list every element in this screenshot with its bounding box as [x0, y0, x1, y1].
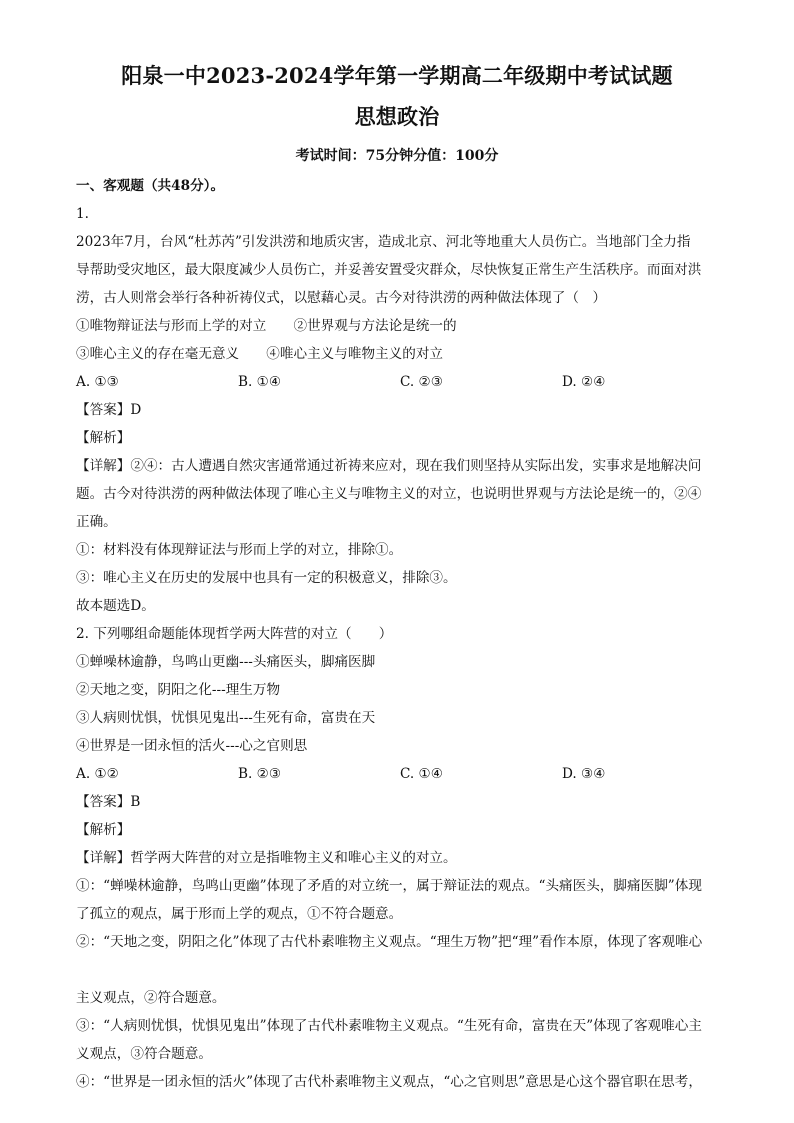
- q2-detail-line: ①：“蝉噪林逾静，鸟鸣山更幽”体现了矛盾的对立统一，属于辩证法的观点。“头痛医头，脚痛医脚”体现: [76, 878, 702, 894]
- q1-detail-line: 【详解】②④：古人遭遇自然灾害通常通过祈祷来应对，现在我们则坚持从实际出发，实事求是地解决问: [76, 458, 702, 474]
- q2-detail-line: ②：“天地之变，阴阳之化”体现了古代朴素唯物主义观点。“理生万物”把“理”看作本原，体现了客观唯心: [76, 934, 703, 950]
- q2-option-c: C. ①④: [400, 766, 443, 782]
- q2-analysis-label: 【解析】: [76, 822, 131, 838]
- q2-option-b: B. ②③: [238, 766, 282, 782]
- content-body: [76, 172, 726, 1096]
- subject-title: 思想政治: [354, 104, 440, 129]
- q1-options: [76, 368, 726, 396]
- q2-detail-line: 义观点，③符合题意。: [76, 1046, 212, 1062]
- q1-stem-line: 涝，古人则常会举行各种祈祷仪式，以慰藉心灵。古今对待洪涝的两种做法体现了（ ）: [76, 290, 607, 306]
- q2-statement: ④世界是一团永恒的活火---心之官则思: [76, 738, 308, 754]
- q2-detail-line: 了孤立的观点，属于形而上学的观点，①不符合题意。: [76, 906, 403, 922]
- q1-stem-line: 导帮助受灾地区，最大限度减少人员伤亡，并妥善安置受灾群众，尽快恢复正常生产生活秩序。而面对洪: [76, 262, 702, 278]
- q2-detail-line: 【详解】哲学两大阵营的对立是指唯物主义和唯心主义的对立。: [76, 850, 457, 866]
- q1-analysis-label: 【解析】: [76, 430, 131, 446]
- q1-stem-line: 2023年7月，台风“杜苏芮”引发洪涝和地质灾害，造成北京、河北等地重大人员伤亡。当地部门全力指: [76, 234, 691, 250]
- q1-statement: ①唯物辩证法与形而上学的对立 ②世界观与方法论是统一的: [76, 318, 457, 334]
- q2-statement: ②天地之变，阴阳之化---理生万物: [76, 682, 281, 698]
- q1-detail-line: 故本题选D。: [76, 598, 155, 614]
- section-heading: 一、客观题（共48分）。: [76, 178, 225, 194]
- exam-title: 阳泉一中2023-2024学年第一学期高二年级期中考试试题: [121, 63, 673, 88]
- q1-number: 1.: [76, 206, 89, 222]
- q1-option-a: A. ①③: [76, 374, 119, 390]
- q2-detail-line: 主义观点，②符合题意。: [76, 990, 226, 1006]
- q2-stem: 2. 下列哪组命题能体现哲学两大阵营的对立（ ）: [76, 626, 393, 642]
- q2-detail-line: ③：“人病则忧惧，忧惧见鬼出”体现了古代朴素唯物主义观点。“生死有命，富贵在天”体现了客观唯心主: [76, 1018, 702, 1034]
- q1-detail-line: ①：材料没有体现辩证法与形而上学的对立，排除①。: [76, 542, 403, 558]
- q1-statement: ③唯心主义的存在毫无意义 ④唯心主义与唯物主义的对立: [76, 346, 444, 362]
- q2-options: [76, 760, 726, 788]
- q2-statement: ③人病则忧惧，忧惧见鬼出---生死有命，富贵在天: [76, 710, 376, 726]
- q1-option-d: D. ②④: [562, 374, 606, 390]
- q2-option-a: A. ①②: [76, 766, 119, 782]
- exam-info: 考试时间：75分钟分值：100分: [295, 148, 499, 164]
- q2-statement: ①蝉噪林逾静，鸟鸣山更幽---头痛医头，脚痛医脚: [76, 654, 376, 670]
- q2-option-d: D. ③④: [562, 766, 606, 782]
- q2-answer: 【答案】B: [76, 794, 141, 810]
- q1-option-c: C. ②③: [400, 374, 443, 390]
- q2-detail-line: ④：“世界是一团永恒的活火”体现了古代朴素唯物主义观点，“心之官则思”意思是心这个器官职在思考，: [76, 1074, 702, 1090]
- q1-option-b: B. ①④: [238, 374, 282, 390]
- q1-detail-line: 题。古今对待洪涝的两种做法体现了唯心主义与唯物主义的对立，也说明世界观与方法论是统一的，②④: [76, 486, 702, 502]
- q1-answer: 【答案】D: [76, 402, 142, 418]
- q1-detail-line: ③：唯心主义在历史的发展中也具有一定的积极意义，排除③。: [76, 570, 457, 586]
- q1-detail-line: 正确。: [76, 514, 117, 530]
- blank-gap: [76, 956, 726, 984]
